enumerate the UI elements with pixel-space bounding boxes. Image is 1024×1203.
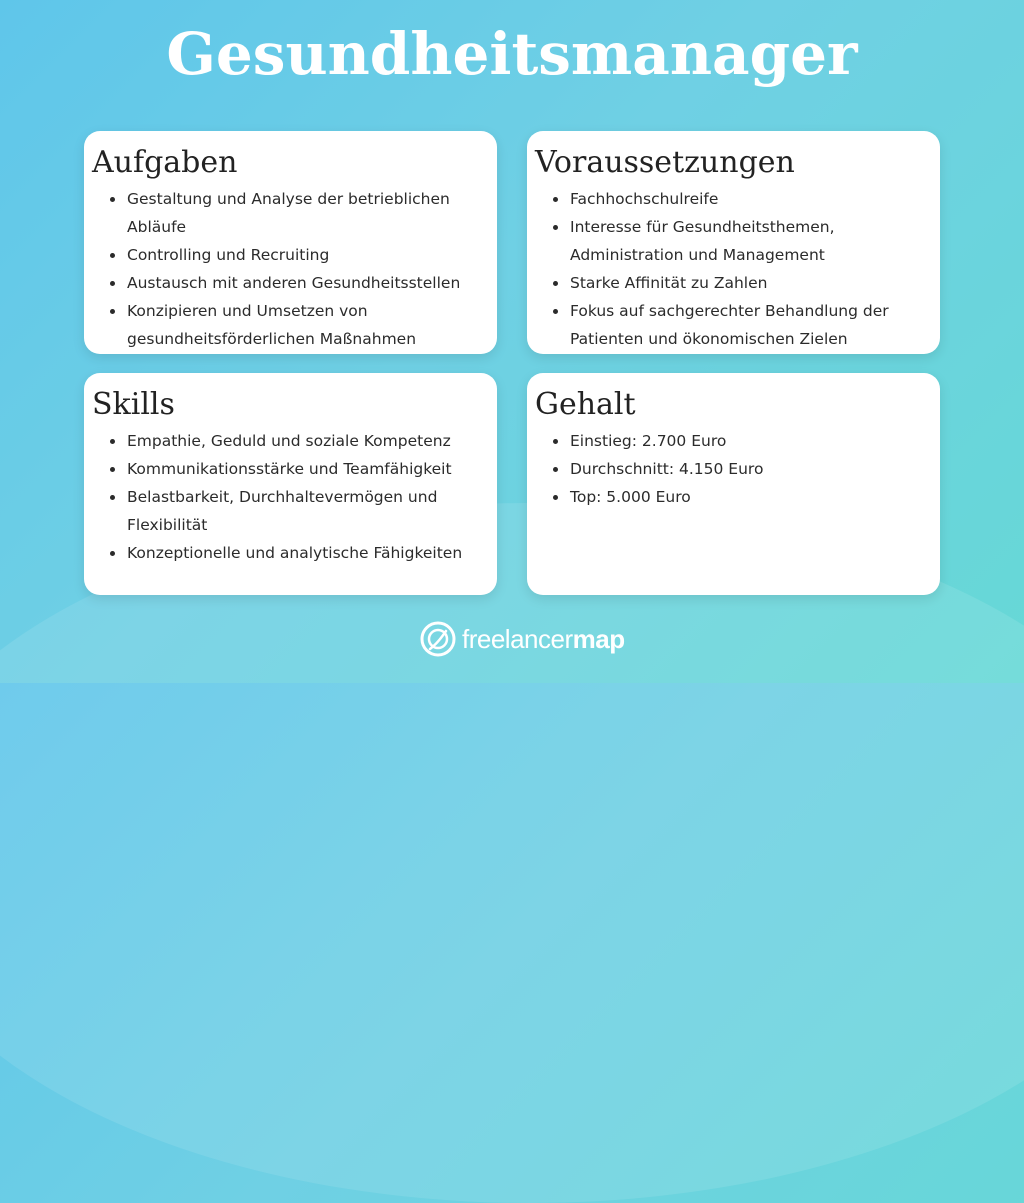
list-item: Kommunikationsstärke und Teamfähigkeit xyxy=(127,455,483,483)
card-heading-skills: Skills xyxy=(92,387,175,422)
card-heading-aufgaben: Aufgaben xyxy=(92,145,238,180)
list-skills xyxy=(92,427,483,567)
page-title: Gesundheitsmanager xyxy=(166,20,858,88)
card-skills xyxy=(84,373,497,595)
list-item: Gestaltung und Analyse der betrieblichen Abläufe xyxy=(127,185,483,241)
freelancermap-logo xyxy=(420,619,625,659)
logo-text-light: freelancer xyxy=(462,623,573,654)
list-item: Controlling und Recruiting xyxy=(127,241,483,269)
background-swoosh xyxy=(0,503,1024,1203)
list-item: Fokus auf sachgerechter Behandlung der Patienten und ökonomischen Zielen xyxy=(570,297,926,353)
freelancermap-logo-icon xyxy=(420,621,456,657)
logo-text xyxy=(462,624,625,655)
list-item: Konzeptionelle und analytische Fähigkeiten xyxy=(127,539,483,567)
card-heading-voraussetzungen: Voraussetzungen xyxy=(535,145,795,180)
list-item: Starke Affinität zu Zahlen xyxy=(570,269,926,297)
list-item: Top: 5.000 Euro xyxy=(570,483,926,511)
card-aufgaben xyxy=(84,131,497,354)
list-item: Interesse für Gesundheitsthemen, Administration und Management xyxy=(570,213,926,269)
list-item: Durchschnitt: 4.150 Euro xyxy=(570,455,926,483)
list-aufgaben xyxy=(92,185,483,353)
list-item: Konzipieren und Umsetzen von gesundheitsförderlichen Maßnahmen xyxy=(127,297,483,353)
card-voraussetzungen xyxy=(527,131,940,354)
list-voraussetzungen xyxy=(535,185,926,353)
card-heading-gehalt: Gehalt xyxy=(535,387,636,422)
list-item: Fachhochschulreife xyxy=(570,185,926,213)
card-gehalt xyxy=(527,373,940,595)
list-item: Einstieg: 2.700 Euro xyxy=(570,427,926,455)
list-item: Empathie, Geduld und soziale Kompetenz xyxy=(127,427,483,455)
list-gehalt xyxy=(535,427,926,511)
list-item: Belastbarkeit, Durchhaltevermögen und Flexibilität xyxy=(127,483,483,539)
logo-text-bold: map xyxy=(572,623,625,654)
list-item: Austausch mit anderen Gesundheitsstellen xyxy=(127,269,483,297)
